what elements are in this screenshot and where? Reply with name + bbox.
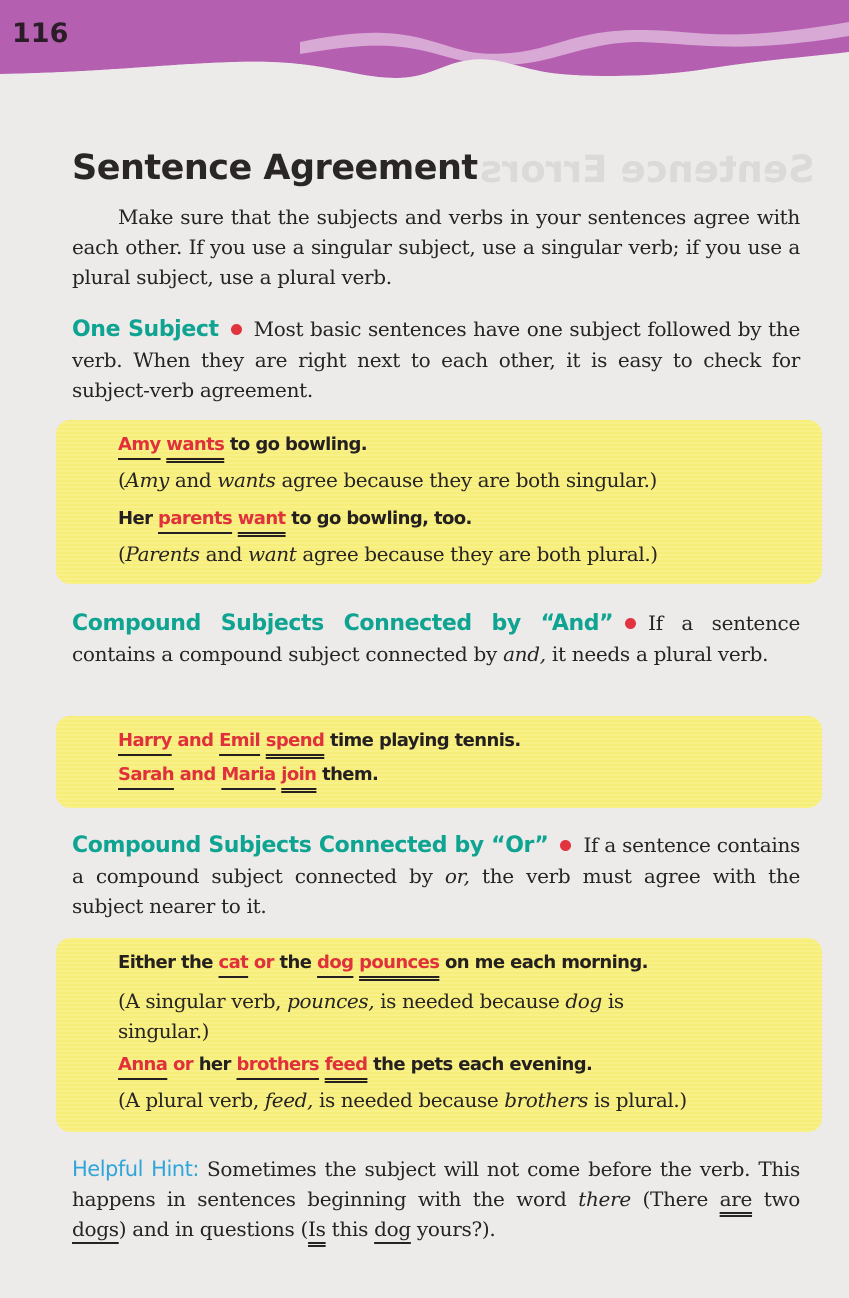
section-compound-and: Compound Subjects Connected by “And” If a sentence contains a compound subject connected by and, it needs a plural verb. (72, 611, 800, 666)
subject-word: parents (158, 508, 233, 529)
section-heading: Compound Subjects Connected by “And” (72, 611, 614, 636)
intro-text: Make sure that the subjects and verbs in your sentences agree with each other. If you use a singular subject, use a singular verb; if you use a plural subject, use a plural verb. (72, 205, 800, 289)
subject-word: Anna (118, 1054, 168, 1075)
subject-word: dog (374, 1217, 411, 1241)
example-sentence: Amy wants to go bowling. (118, 434, 367, 455)
header-wave-band (0, 0, 849, 80)
bleed-through-title: Sentence Errors (480, 148, 815, 191)
section-heading: One Subject (72, 317, 219, 342)
section-text: Most basic sentences have one subject followed by the verb. When they are right next to each other, it is easy to check for subject-verb agreement. (72, 317, 800, 402)
example-sentence: Anna or her brothers feed the pets each evening. (118, 1054, 593, 1075)
subject-word: brothers (236, 1054, 320, 1075)
subject-word: dog (317, 952, 354, 973)
subject-word: Emil (219, 730, 261, 751)
section-one-subject (72, 314, 800, 405)
subject-word: Maria (221, 764, 276, 785)
verb-word: pounces (359, 952, 440, 973)
verb-word: join (281, 764, 317, 785)
example-explanation: (A plural verb, feed, is needed because brothers is plural.) (118, 1088, 687, 1112)
example-explanation: (Amy and wants agree because they are both singular.) (118, 468, 657, 492)
verb-word: wants (166, 434, 225, 455)
page-title: Sentence Agreement (72, 148, 478, 188)
example-sentence: Sarah and Maria join them. (118, 764, 379, 785)
verb-word: are (719, 1187, 753, 1211)
example-sentence: Either the cat or the dog pounces on me each morning. (118, 952, 648, 973)
subject-word: cat (218, 952, 249, 973)
example-explanation: (Parents and want agree because they are both plural.) (118, 542, 658, 566)
section-heading: Compound Subjects Connected by “Or” (72, 833, 549, 858)
verb-word: feed (324, 1054, 368, 1075)
verb-word: Is (308, 1217, 326, 1241)
subject-word: Amy (118, 434, 161, 455)
example-box-one-subject (56, 420, 822, 584)
bullet-icon (231, 324, 242, 335)
intro-paragraph (72, 202, 800, 292)
verb-word: spend (265, 730, 325, 751)
verb-word: want (237, 508, 286, 529)
example-sentence: Harry and Emil spend time playing tennis. (118, 730, 521, 751)
bullet-icon (625, 618, 636, 629)
page-number: 116 (12, 18, 69, 49)
hint-label: Helpful Hint: (72, 1157, 199, 1181)
example-explanation: (A singular verb, pounces, is needed because dog is singular.) (118, 989, 624, 1043)
example-box-compound-and (56, 716, 822, 808)
bullet-icon (560, 840, 571, 851)
subject-word: dogs (72, 1217, 119, 1241)
subject-word: Harry (118, 730, 172, 751)
helpful-hint: Helpful Hint: Sometimes the subject will not come before the verb. This happens in sentences beginning with the word there (There are two dogs) and in questions (Is this dog yours?). (72, 1157, 800, 1241)
section-compound-or: Compound Subjects Connected by “Or” If a sentence contains a compound subject connected by or, the verb must agree with the subject nearer to it. (72, 833, 800, 918)
example-box-compound-or (56, 938, 822, 1132)
subject-word: Sarah (118, 764, 174, 785)
example-sentence: Her parents want to go bowling, too. (118, 508, 472, 529)
